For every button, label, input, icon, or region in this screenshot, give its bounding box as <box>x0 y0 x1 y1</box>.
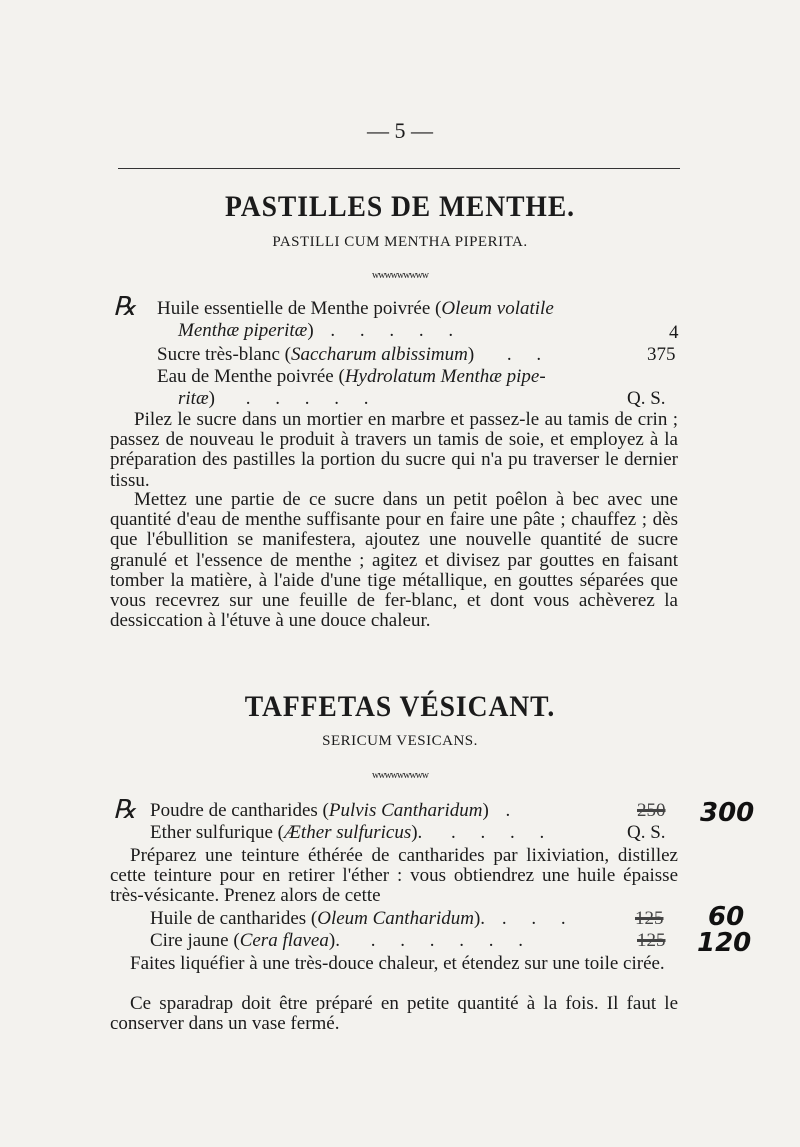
recipe-title-taffetas: TAFFETAS VÉSICANT. <box>244 690 556 723</box>
page-number: — 5 — <box>367 118 433 143</box>
ingredient-quantity: Q. S. <box>627 822 666 843</box>
struck-quantity: 125 <box>635 908 664 929</box>
recipe-subtitle-taffetas: SERICUM VESICANS. <box>322 733 478 749</box>
ornament-divider: wwwwwwwww <box>372 270 428 281</box>
ingredient-quantity: 375 <box>647 344 676 365</box>
ingredient-line: Menthæ piperitæ) . . . . . <box>178 320 464 341</box>
recipe-subtitle-pastilles: PASTILLI CUM MENTHA PIPERITA. <box>272 234 528 250</box>
handwritten-quantity: 120 <box>697 928 752 958</box>
instruction-paragraph: Faites liquéfier à une très-douce chaleur, et étendez sur une toile cirée. <box>130 953 665 974</box>
ingredient-line: Cire jaune (Cera flavea). . . . . . . <box>150 930 533 951</box>
recipe-symbol: ℞ <box>113 795 137 824</box>
ingredient-line: Sucre très-blanc (Saccharum albissimum) . . <box>157 344 552 365</box>
ingredient-line: Huile de cantharides (Oleum Cantharidum). . . . <box>150 908 576 929</box>
recipe-symbol: ℞ <box>113 292 137 321</box>
header-rule <box>118 168 680 169</box>
instruction-paragraph: Ce sparadrap doit être préparé en petite quantité à la fois. Il faut le conserver dans un vase fermé. <box>110 993 678 1035</box>
instruction-paragraph: Pilez le sucre dans un mortier en marbre et passez-le au tamis de crin ; passez de nouveau le produit à travers un tamis de soie, et employez à la préparation des pastilles la portion du sucre qui n'a pu traverser le dernier tissu. <box>110 409 678 491</box>
ingredient-line: Poudre de cantharides (Pulvis Cantharidum) . <box>150 800 521 821</box>
ornament-divider: wwwwwwwww <box>372 770 428 781</box>
handwritten-quantity: 300 <box>700 798 755 828</box>
struck-quantity: 125 <box>637 930 666 951</box>
ingredient-line: Huile essentielle de Menthe poivrée (Oleum volatile <box>157 298 554 319</box>
instruction-paragraph: Préparez une teinture éthérée de cantharides par lixiviation, distillez cette teinture pour en retirer l'éther : vous obtiendrez une huile épaisse très-vésicante. Prenez alors de cette <box>110 845 678 907</box>
ingredient-line: ritæ) . . . . . <box>178 388 379 409</box>
ingredient-quantity: 4 <box>669 322 679 343</box>
handwritten-quantity: 60 <box>708 902 745 932</box>
ingredient-line: Ether sulfurique (Æther sulfuricus). . . . . <box>150 822 555 843</box>
recipe-title-pastilles: PASTILLES DE MENTHE. <box>225 190 575 223</box>
ingredient-quantity: Q. S. <box>627 388 666 409</box>
ingredient-line: Eau de Menthe poivrée (Hydrolatum Menthæ pipe- <box>157 366 546 387</box>
struck-quantity: 250 <box>637 800 666 821</box>
instruction-paragraph: Mettez une partie de ce sucre dans un petit poêlon à bec avec une quantité d'eau de menthe suffisante pour en faire une pâte ; chauffez ; dès que l'ébullition se manifestera, ajoutez une nouvelle quantité de sucre granulé et l'essence de menthe ; agitez et divisez par gouttes en faisant tomber la matière, à l'aide d'une tige métallique, en gouttes séparées que vous recevrez sur une feuille de fer-blanc, et dont vous achèverez la dessiccation à l'étuve à une douce chaleur. <box>110 489 678 632</box>
